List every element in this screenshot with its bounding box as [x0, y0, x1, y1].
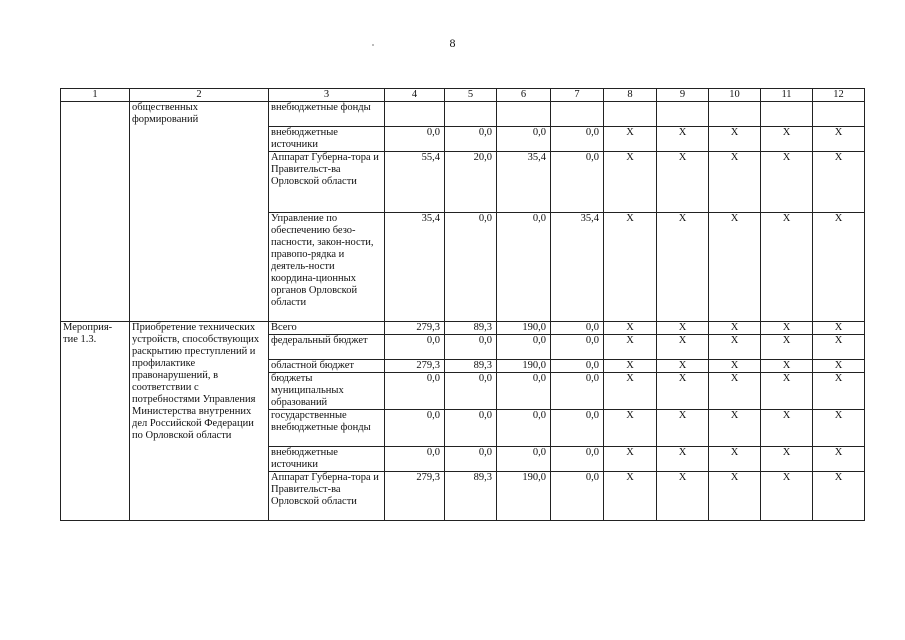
funding-source-cell: федеральный бюджет	[269, 335, 385, 360]
value-cell-col5: 0,0	[445, 410, 497, 447]
x-mark-cell: X	[604, 447, 657, 472]
x-mark-cell: X	[709, 410, 761, 447]
funding-source-cell: Всего	[269, 322, 385, 335]
value-cell-col4: 0,0	[385, 373, 445, 410]
funding-source-cell: внебюджетные фонды	[269, 102, 385, 127]
x-mark-cell: X	[709, 335, 761, 360]
x-mark-cell: X	[657, 152, 709, 213]
x-mark-cell: X	[604, 373, 657, 410]
x-mark-cell: X	[657, 322, 709, 335]
x-mark-cell: X	[657, 472, 709, 521]
header-cell: 8	[604, 89, 657, 102]
x-mark-cell: X	[813, 373, 865, 410]
header-cell: 2	[130, 89, 269, 102]
x-mark-cell	[709, 102, 761, 127]
x-mark-cell: X	[813, 213, 865, 322]
value-cell-col6: 190,0	[497, 322, 551, 335]
value-cell-col5: 89,3	[445, 360, 497, 373]
x-mark-cell: X	[709, 360, 761, 373]
x-mark-cell: X	[761, 127, 813, 152]
x-mark-cell: X	[813, 322, 865, 335]
x-mark-cell: X	[761, 335, 813, 360]
value-cell-col4: 0,0	[385, 335, 445, 360]
funding-source-cell: Аппарат Губерна-тора и Правительст-ва Орловской области	[269, 152, 385, 213]
x-mark-cell: X	[604, 152, 657, 213]
x-mark-cell: X	[604, 322, 657, 335]
x-mark-cell: X	[709, 127, 761, 152]
x-mark-cell: X	[657, 410, 709, 447]
value-cell-col4: 55,4	[385, 152, 445, 213]
table-row	[61, 322, 865, 335]
x-mark-cell	[657, 102, 709, 127]
value-cell-col6: 190,0	[497, 472, 551, 521]
x-mark-cell: X	[761, 410, 813, 447]
funding-source-cell: Управление по обеспечению безо-пасности, закон-ности, правопо-рядка и деятель-ности координа-ционных органов Орловской области	[269, 213, 385, 322]
x-mark-cell: X	[813, 335, 865, 360]
x-mark-cell: X	[813, 472, 865, 521]
value-cell-col4: 279,3	[385, 472, 445, 521]
header-cell: 10	[709, 89, 761, 102]
value-cell-col6: 190,0	[497, 360, 551, 373]
value-cell-col5: 20,0	[445, 152, 497, 213]
value-cell-col5: 89,3	[445, 322, 497, 335]
x-mark-cell	[761, 102, 813, 127]
value-cell-col5	[445, 102, 497, 127]
x-mark-cell: X	[813, 410, 865, 447]
x-mark-cell: X	[709, 373, 761, 410]
x-mark-cell: X	[604, 472, 657, 521]
value-cell-col7	[551, 102, 604, 127]
x-mark-cell: X	[604, 335, 657, 360]
x-mark-cell: X	[657, 213, 709, 322]
x-mark-cell: X	[761, 360, 813, 373]
measure-number-cell: Мероприя-тие 1.3.	[61, 322, 130, 521]
value-cell-col4: 0,0	[385, 127, 445, 152]
x-mark-cell: X	[709, 447, 761, 472]
x-mark-cell: X	[761, 213, 813, 322]
x-mark-cell: X	[657, 447, 709, 472]
x-mark-cell: X	[761, 322, 813, 335]
measure-name-cell: Приобретение технических устройств, способствующих раскрытию преступлений и профилактике правонарушений, в соответствии с потребностями Управления Министерства внутренних дел Российской Федерации по Орловской области	[130, 322, 269, 521]
table-row	[61, 102, 865, 127]
header-cell: 9	[657, 89, 709, 102]
value-cell-col4: 279,3	[385, 322, 445, 335]
measure-number-cell	[61, 102, 130, 322]
header-cell: 7	[551, 89, 604, 102]
header-cell: 3	[269, 89, 385, 102]
continued-measure-block	[61, 102, 865, 322]
x-mark-cell: X	[761, 373, 813, 410]
value-cell-col7: 0,0	[551, 360, 604, 373]
value-cell-col4: 0,0	[385, 410, 445, 447]
x-mark-cell: X	[709, 472, 761, 521]
value-cell-col4: 0,0	[385, 447, 445, 472]
funding-source-cell: внебюджетные источники	[269, 127, 385, 152]
x-mark-cell: X	[657, 127, 709, 152]
value-cell-col6: 0,0	[497, 373, 551, 410]
x-mark-cell: X	[813, 447, 865, 472]
value-cell-col7: 0,0	[551, 472, 604, 521]
funding-source-cell: государственные внебюджетные фонды	[269, 410, 385, 447]
value-cell-col7: 0,0	[551, 335, 604, 360]
value-cell-col5: 0,0	[445, 335, 497, 360]
funding-source-cell: Аппарат Губерна-тора и Правительст-ва Орловской области	[269, 472, 385, 521]
value-cell-col7: 0,0	[551, 152, 604, 213]
x-mark-cell: X	[709, 213, 761, 322]
x-mark-cell: X	[813, 360, 865, 373]
value-cell-col7: 0,0	[551, 447, 604, 472]
header-cell: 6	[497, 89, 551, 102]
header-cell: 4	[385, 89, 445, 102]
x-mark-cell	[604, 102, 657, 127]
scan-speck	[372, 44, 374, 46]
x-mark-cell: X	[604, 213, 657, 322]
value-cell-col6: 0,0	[497, 447, 551, 472]
x-mark-cell: X	[657, 360, 709, 373]
header-cell: 11	[761, 89, 813, 102]
measure-1-3-block	[61, 322, 865, 521]
funding-source-cell: внебюджетные источники	[269, 447, 385, 472]
value-cell-col5: 0,0	[445, 373, 497, 410]
value-cell-col7: 0,0	[551, 127, 604, 152]
value-cell-col4: 279,3	[385, 360, 445, 373]
header-cell: 12	[813, 89, 865, 102]
value-cell-col6: 0,0	[497, 213, 551, 322]
value-cell-col5: 0,0	[445, 213, 497, 322]
header-cell: 5	[445, 89, 497, 102]
value-cell-col4	[385, 102, 445, 127]
measure-name-cell: общественных формирований	[130, 102, 269, 322]
x-mark-cell: X	[761, 447, 813, 472]
value-cell-col7: 35,4	[551, 213, 604, 322]
value-cell-col5: 0,0	[445, 447, 497, 472]
value-cell-col4: 35,4	[385, 213, 445, 322]
value-cell-col6: 35,4	[497, 152, 551, 213]
budget-table	[60, 88, 865, 521]
x-mark-cell: X	[761, 152, 813, 213]
funding-source-cell: областной бюджет	[269, 360, 385, 373]
value-cell-col7: 0,0	[551, 322, 604, 335]
x-mark-cell	[813, 102, 865, 127]
x-mark-cell: X	[709, 152, 761, 213]
x-mark-cell: X	[657, 373, 709, 410]
x-mark-cell: X	[813, 127, 865, 152]
x-mark-cell: X	[657, 335, 709, 360]
page-number: 8	[449, 36, 456, 50]
x-mark-cell: X	[604, 127, 657, 152]
value-cell-col7: 0,0	[551, 410, 604, 447]
value-cell-col5: 0,0	[445, 127, 497, 152]
value-cell-col6: 0,0	[497, 335, 551, 360]
x-mark-cell: X	[813, 152, 865, 213]
x-mark-cell: X	[604, 360, 657, 373]
x-mark-cell: X	[604, 410, 657, 447]
funding-source-cell: бюджеты муниципальных образований	[269, 373, 385, 410]
column-number-row	[61, 89, 865, 102]
value-cell-col5: 89,3	[445, 472, 497, 521]
value-cell-col7: 0,0	[551, 373, 604, 410]
x-mark-cell: X	[709, 322, 761, 335]
value-cell-col6: 0,0	[497, 410, 551, 447]
value-cell-col6: 0,0	[497, 127, 551, 152]
x-mark-cell: X	[761, 472, 813, 521]
value-cell-col6	[497, 102, 551, 127]
header-cell: 1	[61, 89, 130, 102]
